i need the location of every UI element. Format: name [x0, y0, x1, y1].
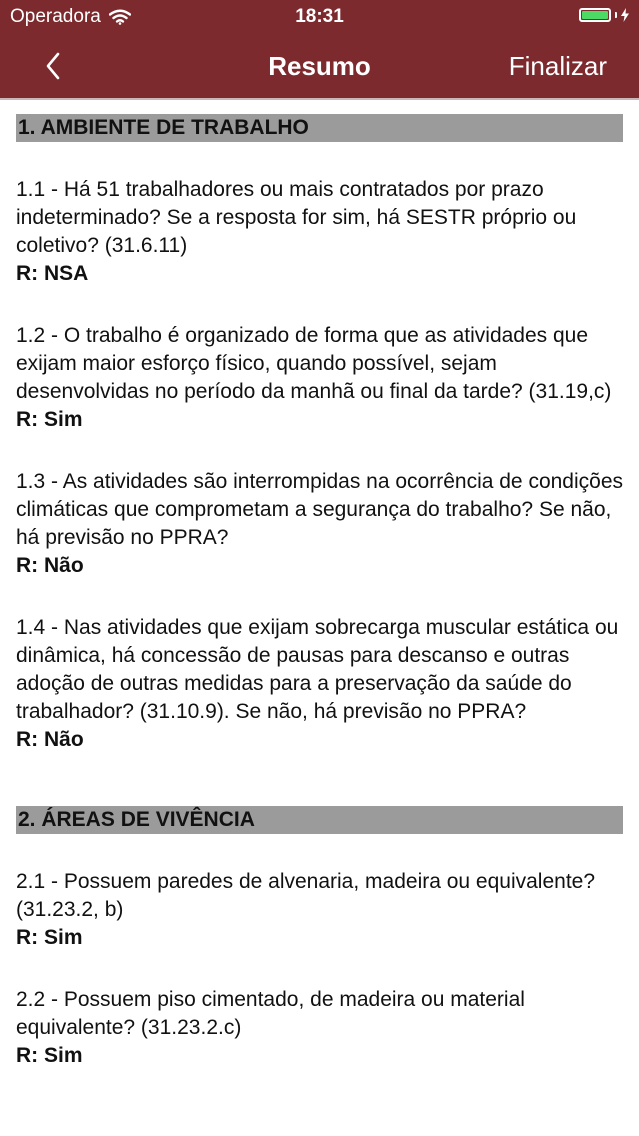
- battery-icon: [579, 8, 611, 22]
- battery-fill: [582, 11, 608, 19]
- question-text: 2.2 - Possuem piso cimentado, de madeira ou material equivalente? (31.23.2.c): [16, 988, 525, 1039]
- battery-tip: [615, 12, 617, 18]
- finalize-button[interactable]: Finalizar: [508, 51, 607, 81]
- question-text: 1.1 - Há 51 trabalhadores ou mais contratados por prazo indeterminado? Se a resposta for sim, há SESTR próprio ou coletivo? (31.6.11): [16, 178, 577, 257]
- section-header: 1. AMBIENTE DE TRABALHO: [16, 114, 623, 142]
- answer-text: R: NSA: [16, 262, 89, 285]
- answer-text: R: Sim: [16, 1044, 83, 1067]
- question-text: 1.4 - Nas atividades que exijam sobrecarga muscular estática ou dinâmica, há concessão de pausas para descanso e outras adoção de outras medidas para a preservação da saúde do trabalhador? (31.10.9). Se não, há previsão no PPRA?: [16, 616, 619, 723]
- question-text: 2.1 - Possuem paredes de alvenaria, madeira ou equivalente? (31.23.2, b): [16, 870, 596, 921]
- status-time: 18:31: [295, 6, 344, 27]
- list-item: [16, 986, 623, 1070]
- charging-bolt-icon: [621, 8, 629, 22]
- answer-text: R: Sim: [16, 408, 83, 431]
- list-item: [16, 176, 623, 288]
- list-item: [16, 468, 623, 580]
- list-item: [16, 614, 623, 754]
- question-text: 1.3 - As atividades são interrompidas na ocorrência de condições climáticas que comprometam a segurança do trabalho? Se não, há previsão no PPRA?: [16, 470, 624, 549]
- answer-text: R: Sim: [16, 926, 83, 949]
- section-ambiente-de-trabalho: [0, 114, 639, 754]
- carrier-label: Operadora: [10, 6, 101, 27]
- section-header: 2. ÁREAS DE VIVÊNCIA: [16, 806, 623, 834]
- navigation-bar: [0, 36, 639, 98]
- answer-text: R: Não: [16, 554, 84, 577]
- section-areas-de-vivencia: [0, 806, 639, 1070]
- page-title: Resumo: [268, 51, 371, 81]
- summary-content[interactable]: [0, 100, 639, 1136]
- list-item: [16, 868, 623, 952]
- answer-text: R: Não: [16, 728, 84, 751]
- list-item: [16, 322, 623, 434]
- question-text: 1.2 - O trabalho é organizado de forma que as atividades que exijam maior esforço físico, quando possível, sejam desenvolvidas no período da manhã ou final da tarde? (31.19,c): [16, 324, 612, 403]
- battery-indicator: [579, 8, 629, 22]
- status-bar: [0, 0, 639, 36]
